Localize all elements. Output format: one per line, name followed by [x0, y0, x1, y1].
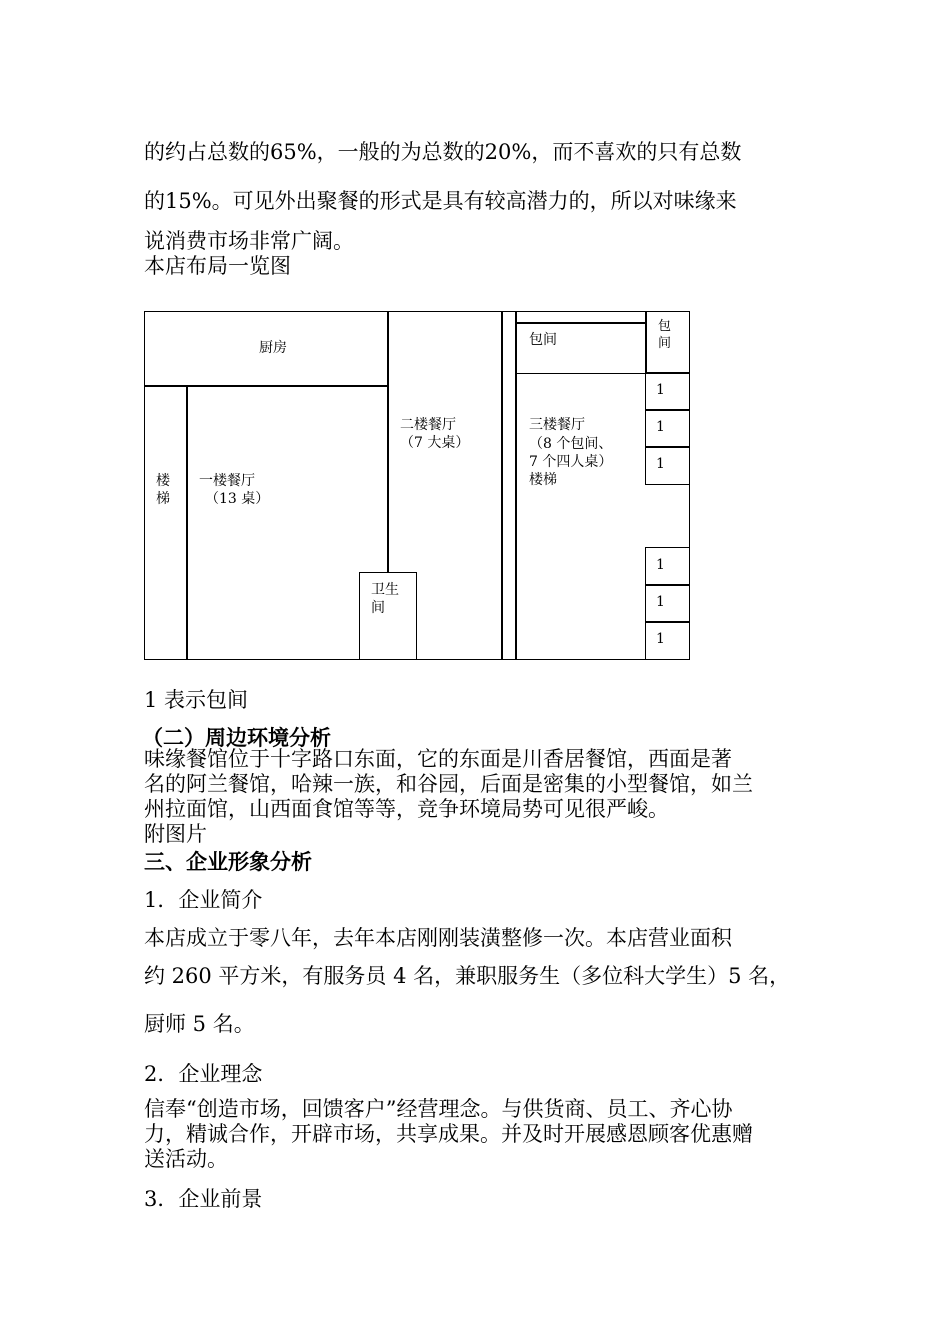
floor2-label-2: （7 大桌）: [400, 435, 470, 451]
intro-line-1: 的约占总数的65%，一般的为总数的20%，而不喜欢的只有总数: [144, 140, 742, 164]
room-top-label: 包间: [529, 332, 557, 348]
kitchen-label: 厨房: [259, 340, 287, 356]
private-room-cell: [645, 372, 690, 411]
private-room-mark: 1: [656, 419, 665, 435]
sub1-line: 约 260 平方米，有服务员 4 名，兼职服务生（多位科大学生）5 名，: [144, 964, 791, 988]
private-room-mark: 1: [656, 594, 665, 610]
sub3-heading: 3．企业前景: [144, 1187, 263, 1211]
private-room-mark: 1: [656, 631, 665, 647]
sub1-line: 厨师 5 名。: [144, 1012, 255, 1036]
section2-line: 州拉面馆，山西面食馆等等，竞争环境局势可见很严峻。: [144, 797, 669, 821]
private-room-mark: 1: [656, 557, 665, 573]
floor1-label-1: 一楼餐厅: [199, 473, 255, 489]
stairs-left-label-1: 楼: [156, 473, 170, 489]
sub2-paragraph: [144, 1097, 810, 1172]
sub2-line: 信奉“创造市场，回馈客户”经营理念。与供货商、员工、齐心协: [144, 1097, 733, 1121]
stairs-left-area: [144, 385, 188, 660]
floor2-label-1: 二楼餐厅: [400, 417, 456, 433]
sub2-line: 力，精诚合作，开辟市场，共享成果。并及时开展感恩顾客优惠赠: [144, 1122, 753, 1146]
floor3-label-4: 楼梯: [529, 472, 557, 488]
private-room-mark: 1: [656, 382, 665, 398]
sub2-line: 送活动。: [144, 1147, 228, 1171]
attachment-note: 附图片: [144, 822, 207, 846]
section2-heading: （二）周边环境分析: [142, 725, 331, 750]
room-corner-label-1: 包: [658, 319, 672, 334]
private-room-cell: [645, 584, 690, 623]
legend-note: 1 表示包间: [144, 688, 249, 712]
private-room-mark: 1: [656, 456, 665, 472]
intro-line-3: 说消费市场非常广阔。: [144, 229, 354, 253]
floor1-label-2: （13 桌）: [205, 491, 270, 507]
private-room-cell: [645, 621, 690, 660]
sub2-heading: 2．企业理念: [144, 1062, 263, 1086]
floor3-label-1: 三楼餐厅: [529, 417, 585, 433]
private-room-cell: [645, 446, 690, 485]
stairs-left-label-2: 梯: [156, 491, 170, 507]
floor3-label-3: 7 个四人桌）: [529, 454, 613, 470]
sub1-line: 本店成立于零八年，去年本店刚刚装潢整修一次。本店营业面积: [144, 926, 732, 950]
section2-line: 名的阿兰餐馆，哈辣一族，和谷园，后面是密集的小型餐馆，如兰: [144, 772, 753, 796]
intro-line-2: 的15%。可见外出聚餐的形式是具有较高潜力的，所以对味缘来: [144, 189, 737, 213]
private-room-cell: [645, 547, 690, 586]
section2-paragraph: [144, 747, 810, 847]
toilet-label-2: 间: [371, 600, 385, 616]
section3-heading: 三、企业形象分析: [144, 849, 312, 874]
sub1-heading: 1．企业简介: [144, 888, 263, 912]
layout-title: 本店布局一览图: [144, 254, 291, 278]
section2-line: 味缘餐馆位于十字路口东面，它的东面是川香居餐馆，西面是著: [144, 747, 732, 771]
room-corner-label-2: 间: [658, 336, 672, 351]
toilet-label-1: 卫生: [371, 582, 399, 598]
private-room-cell: [645, 409, 690, 448]
floor3-label-2: （8 个包间、: [529, 436, 613, 452]
